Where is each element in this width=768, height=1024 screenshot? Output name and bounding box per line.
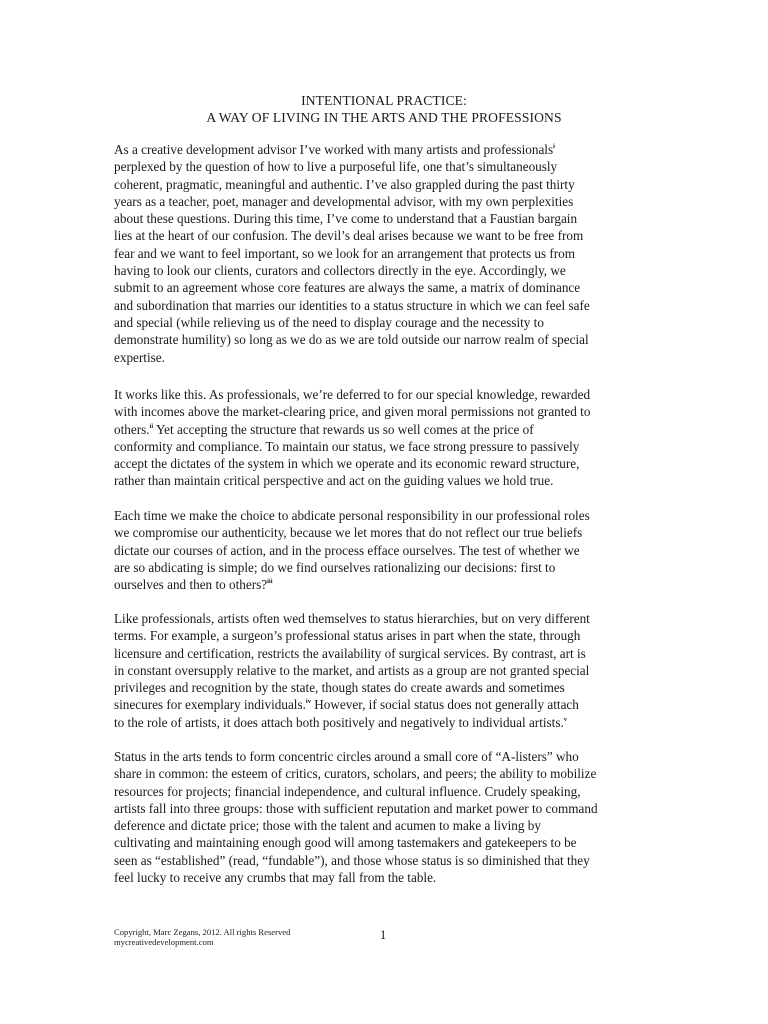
footer-copyright [114,927,290,947]
paragraph-line: As a creative development advisor I’ve worked with many artists and professionals$^i$ [114,142,555,157]
paragraph-line: resources for projects; financial independence, and cultural influence. Crudely speaking, [114,783,581,799]
paragraph-5 [114,748,662,886]
paragraph-line: Like professionals, artists often wed themselves to status hierarchies, but on very different [114,611,590,626]
paragraph-line: and subordination that marries our identities to a status structure in which we can feel safe [114,297,590,313]
paragraph-4 [114,610,662,731]
paragraph-line: share in common: the esteem of critics, curators, scholars, and peers; the ability to mobilize [114,766,597,782]
paragraph-line: conformity and compliance. To maintain our status, we face strong pressure to passively [114,438,580,454]
paragraph-line: ourselves and then to others?$^{iii}$ [114,577,273,593]
paragraph-3 [114,507,662,593]
paragraph-line: and special (while relieving us of the need to display courage and the necessity to [114,314,544,330]
paragraph-line: having to look our clients, curators and collectors directly in the eye. Accordingly, we [114,263,566,279]
paragraph-line: fear and we want to feel important, so we look for an arrangement that protects us from [114,245,576,261]
paragraph-line: expertise. [114,349,165,365]
paragraph-line: Status in the arts tends to form concentric circles around a small core of “A-listers” who [114,749,579,764]
paragraph-line: privileges and recognition by the state, though states do create awards and sometimes [114,680,565,696]
paragraph-line: seen as “established” (read, “fundable”), and those whose status is so diminished that they [114,852,590,868]
paragraph-line: perplexed by the question of how to live a purposeful life, one that’s simultaneously [114,159,558,175]
paragraph-line: demonstrate humility) so long as we do as we are told outside our narrow realm of special [114,332,589,348]
paragraph-line: rather than maintain critical perspective and act on the guiding values we hold true. [114,473,554,489]
copyright-notice: Copyright, Marc Zegans, 2012. All rights Reserved [114,927,291,937]
paragraph-line: accept the dictates of the system in which we operate and its economic reward structure, [114,456,580,472]
document-title [114,92,654,126]
paragraph-line: licensure and certification, restricts the availability of surgical services. By contrast, art is [114,645,586,661]
endnote-marker: iv [305,698,311,706]
paragraph-line: about these questions. During this time, I’ve come to understand that a Faustian bargain [114,211,578,227]
endnote-marker: v [563,715,568,723]
title-line-1: INTENTIONAL PRACTICE: [301,93,467,108]
paragraph-line: with incomes above the market-clearing price, and given moral permissions not granted to [114,404,591,420]
paragraph-line: Each time we make the choice to abdicate personal responsibility in our professional roles [114,508,590,523]
paragraph-2 [114,386,662,490]
paragraph-line: terms. For example, a surgeon’s professional status arises in part when the state, through [114,628,581,644]
endnote-marker: i [553,143,555,150]
paragraph-line: deference and dictate price; those with the talent and acumen to make a living by [114,818,541,834]
endnote-marker: ii [149,422,154,430]
paragraph-line: artists fall into three groups: those with sufficient reputation and market power to command [114,800,598,816]
paragraph-line: sinecures for exemplary individuals.$^{iv}$ However, if social status does not generally attach [114,697,579,713]
paragraph-line: submit to an agreement whose core features are always the same, a matrix of dominance [114,280,581,296]
paragraph-line: are so abdicating is simple; do we find ourselves rationalizing our decisions: first to [114,559,556,575]
paragraph-line: to the role of artists, it does attach both positively and negatively to individual artists.$^v$ [114,714,568,730]
paragraph-line: feel lucky to receive any crumbs that may fall from the table. [114,870,437,886]
paragraph-line: dictate our courses of action, and in the process efface ourselves. The test of whether we [114,542,580,558]
endnote-marker: iii [267,578,273,586]
page-number: 1 [380,928,387,942]
paragraph-line: coherent, pragmatic, meaningful and authentic. I’ve also grappled during the past thirty [114,176,575,192]
paragraph-line: years as a teacher, poet, manager and developmental advisor, with my own perplexities [114,193,574,209]
paragraph-line: others.$^{ii}$ Yet accepting the structure that rewards us so well comes at the price of [114,421,534,437]
paragraph-1 [114,141,662,366]
title-line-2: A WAY OF LIVING IN THE ARTS AND THE PROFESSIONS [206,110,562,125]
paragraph-line: in constant oversupply relative to the market, and artists as a group are not granted special [114,662,590,678]
paragraph-line: It works like this. As professionals, we’re deferred to for our special knowledge, rewarded [114,387,591,402]
paragraph-line: cultivating and maintaining enough good will among tastemakers and gatekeepers to be [114,835,577,851]
website-link[interactable]: mycreativedevelopment.com [114,937,214,947]
paragraph-line: lies at the heart of our confusion. The devil’s deal arises because we want to be free from [114,228,584,244]
paragraph-line: we compromise our authenticity, because we let mores that do not reflect our true beliefs [114,525,583,541]
